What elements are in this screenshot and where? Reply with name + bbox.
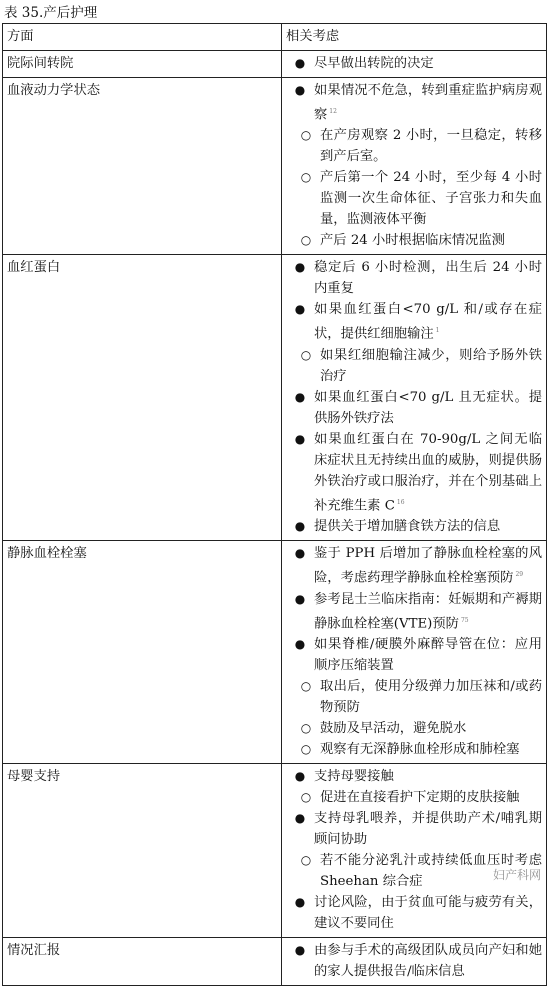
consideration-text-content: 讨论风险，由于贫血可能与疲劳有关，建议不要同住: [314, 895, 542, 932]
consideration-text: [320, 230, 542, 251]
consideration-text-content: 参考昆士兰临床指南：妊娠期和产褥期静脉血栓栓塞(VTE)预防: [314, 591, 542, 632]
consideration-item: [286, 429, 542, 516]
consideration-text: [320, 739, 542, 760]
header-considerations: 相关考虑: [282, 24, 547, 51]
consideration-text-content: 稳定后 6 小时检测，出生后 24 小时内重复: [314, 260, 542, 297]
hollow-bullet-icon: ○: [300, 679, 312, 694]
filled-bullet-icon: ●: [294, 83, 306, 97]
consideration-item: [286, 299, 542, 344]
filled-bullet-icon: ●: [294, 431, 306, 446]
consideration-text: [314, 516, 542, 537]
row-aspect-cell: 血液动力学状态: [3, 78, 282, 255]
consideration-text: [320, 718, 542, 739]
filled-bullet-icon: ●: [294, 389, 306, 404]
consideration-text: [314, 940, 542, 982]
consideration-text: [320, 787, 542, 808]
consideration-text-content: 支持母乳喂养，并提供助产术/哺乳期顾问协助: [314, 811, 542, 848]
consideration-item: [286, 766, 542, 787]
filled-bullet-icon: ●: [294, 591, 306, 606]
consideration-text: [314, 387, 542, 429]
sub-consideration-item: [286, 167, 542, 230]
consideration-text: [314, 543, 542, 588]
consideration-item: [286, 634, 542, 676]
row-considerations-cell: [282, 764, 547, 938]
consideration-item: [286, 80, 542, 125]
row-aspect-cell: 静脉血栓栓塞: [3, 541, 282, 764]
header-aspect: 方面: [3, 24, 282, 51]
reference-superscript: 1: [435, 327, 440, 335]
row-considerations-cell: [282, 255, 547, 541]
consideration-item: [286, 53, 542, 74]
filled-bullet-icon: ●: [294, 519, 306, 534]
watermark: 妇产科网: [492, 868, 541, 882]
consideration-item: [286, 543, 542, 588]
consideration-item: [286, 516, 542, 537]
consideration-list: [286, 257, 542, 537]
hollow-bullet-icon: ○: [300, 170, 312, 185]
postpartum-care-table: [2, 23, 547, 986]
filled-bullet-icon: ●: [294, 637, 306, 652]
hollow-bullet-icon: ○: [300, 721, 312, 736]
filled-bullet-icon: ●: [294, 302, 306, 317]
consideration-item: [286, 892, 542, 934]
row-considerations-cell: [282, 51, 547, 78]
consideration-list: [286, 766, 542, 934]
consideration-text-content: 产后第一个 24 小时，至少每 4 小时监测一次生命体征、子宫张力和失血量，监测液体平衡: [320, 170, 542, 228]
sub-consideration-item: [286, 125, 542, 167]
table-caption: 表 35.产后护理: [4, 5, 98, 21]
consideration-text: [314, 589, 542, 634]
consideration-text: [314, 53, 542, 74]
consideration-text-content: 产后 24 小时根据临床情况监测: [320, 233, 505, 249]
filled-bullet-icon: ●: [294, 260, 306, 275]
row-considerations-cell: [282, 938, 547, 986]
reference-superscript: 29: [515, 571, 524, 579]
filled-bullet-icon: ●: [294, 811, 306, 826]
consideration-text-content: 鼓励及早活动，避免脱水: [320, 721, 467, 737]
consideration-text-content: 如果血红蛋白<70 g/L 和/或存在症状，提供红细胞输注: [314, 302, 542, 342]
table-row: [3, 764, 547, 938]
filled-bullet-icon: ●: [294, 943, 306, 958]
table-row: [3, 51, 547, 78]
consideration-text-content: 在产房观察 2 小时，一旦稳定，转移到产后室。: [320, 128, 542, 165]
consideration-text: [314, 808, 542, 850]
consideration-text: [320, 167, 542, 230]
hollow-bullet-icon: ○: [300, 233, 312, 248]
consideration-list: [286, 543, 542, 760]
consideration-list: [286, 80, 542, 251]
consideration-text-content: 尽早做出转院的决定: [314, 56, 434, 71]
hollow-bullet-icon: ○: [300, 347, 312, 362]
consideration-text-content: 如果血红蛋白在 70-90g/L 之间无临床症状且无持续出血的威胁，则提供肠外铁治疗或口服治疗，并在个别基础上补充维生素 C: [314, 431, 542, 514]
table-row: [3, 255, 547, 541]
consideration-text-content: 如果脊椎/硬膜外麻醉导管在位：应用顺序压缩装置: [314, 637, 542, 674]
hollow-bullet-icon: ○: [300, 853, 312, 868]
consideration-text-content: 如果红细胞输注减少，则给予肠外铁治疗: [320, 347, 542, 384]
consideration-text: [320, 125, 542, 167]
row-considerations-cell: [282, 78, 547, 255]
consideration-text: [320, 345, 542, 387]
table-row: [3, 78, 547, 255]
filled-bullet-icon: ●: [294, 56, 306, 70]
filled-bullet-icon: ●: [294, 769, 306, 784]
consideration-text: [314, 257, 542, 299]
hollow-bullet-icon: ○: [300, 790, 312, 805]
consideration-text-content: 如果情况不危急，转到重症监护病房观察: [314, 83, 542, 123]
consideration-item: [286, 387, 542, 429]
row-aspect-cell: 母婴支持: [3, 764, 282, 938]
row-aspect-cell: 血红蛋白: [3, 255, 282, 541]
consideration-text: [314, 429, 542, 516]
sub-consideration-item: [286, 230, 542, 251]
row-aspect-cell: 情况汇报: [3, 938, 282, 986]
reference-superscript: 12: [329, 108, 337, 115]
sub-consideration-item: [286, 739, 542, 760]
row-considerations-cell: [282, 541, 547, 764]
sub-consideration-item: [286, 718, 542, 739]
consideration-text: [314, 299, 542, 344]
hollow-bullet-icon: ○: [300, 742, 312, 757]
sub-consideration-item: [286, 676, 542, 718]
table-header-row: [3, 24, 547, 51]
filled-bullet-icon: ●: [294, 546, 306, 561]
sub-consideration-item: [286, 345, 542, 387]
reference-superscript: 75: [460, 616, 469, 624]
consideration-text-content: 如果血红蛋白<70 g/L 且无症状。提供肠外铁疗法: [314, 389, 542, 426]
reference-superscript: 16: [396, 498, 405, 506]
consideration-text-content: 支持母婴接触: [314, 769, 394, 785]
consideration-text-content: 取出后，使用分级弹力加压袜和/或药物预防: [320, 679, 542, 716]
consideration-item: [286, 940, 542, 982]
consideration-item: [286, 808, 542, 850]
consideration-text: [314, 892, 542, 934]
consideration-item: [286, 257, 542, 299]
consideration-text-content: 若不能分泌乳汁或持续低血压时考虑 Sheehan 综合症: [320, 853, 542, 890]
sub-consideration-item: [286, 787, 542, 808]
consideration-text-content: 促进在直接看护下定期的皮肤接触: [320, 790, 520, 806]
table-row: [3, 938, 547, 986]
hollow-bullet-icon: ○: [300, 128, 312, 143]
consideration-list: [286, 940, 542, 982]
consideration-text: [314, 80, 542, 125]
table-row: [3, 541, 547, 764]
consideration-text-content: 鉴于 PPH 后增加了静脉血栓栓塞的风险，考虑药理学静脉血栓栓塞预防: [314, 546, 542, 586]
consideration-text: [314, 634, 542, 676]
consideration-text-content: 观察有无深静脉血栓形成和肺栓塞: [320, 742, 520, 758]
consideration-text-content: 提供关于增加膳食铁方法的信息: [314, 519, 501, 535]
row-aspect-cell: 院际间转院: [3, 51, 282, 78]
consideration-text: [314, 766, 542, 787]
table-body: [3, 51, 547, 986]
consideration-text: [320, 676, 542, 718]
consideration-list: [286, 53, 542, 74]
consideration-item: [286, 589, 542, 634]
consideration-text-content: 由参与手术的高级团队成员向产妇和她的家人提供报告/临床信息: [314, 943, 542, 980]
filled-bullet-icon: ●: [294, 895, 306, 910]
